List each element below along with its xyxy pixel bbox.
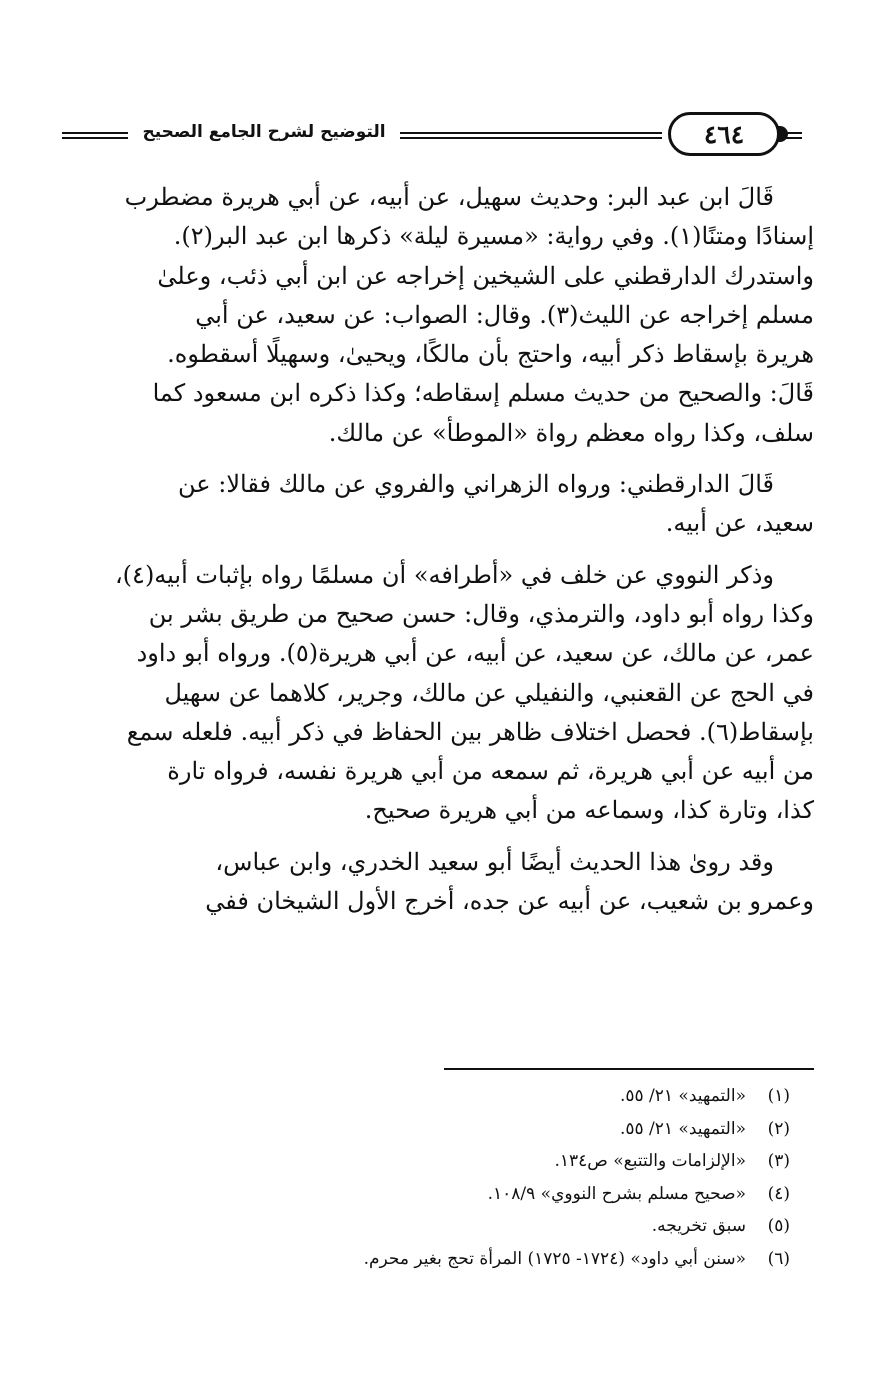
text-line: كذا، وتارة كذا، وسماعه من أبي هريرة صحيح.	[364, 796, 814, 825]
text-line: قَالَ الدارقطني: ورواه الزهراني والفروي عن مالك فقالا: عن	[178, 470, 774, 499]
footnote	[100, 1243, 790, 1276]
header-rule-right	[786, 132, 802, 139]
footnote-number: (٦)	[767, 1248, 790, 1269]
paragraph	[66, 556, 814, 831]
paragraph	[66, 178, 814, 453]
text-line: مسلم إخراجه عن الليث(٣). وقال: الصواب: عن سعيد، عن أبي	[195, 300, 814, 329]
header-rule-middle	[400, 132, 662, 139]
footnote	[100, 1080, 790, 1113]
text-line: سعيد، عن أبيه.	[665, 509, 814, 538]
text-line: في الحج عن القعنبي، والنفيلي عن مالك، وجرير، كلاهما عن سهيل	[164, 678, 814, 707]
footnote-text: سبق تخريجه.	[651, 1216, 746, 1236]
text-line: وذكر النووي عن خلف في «أطرافه» أن مسلمًا رواه بإثبات أبيه(٤)،	[114, 560, 774, 589]
footnote-text: «التمهيد» ٢١/ ٥٥.	[619, 1118, 746, 1139]
footnote-number: (٥)	[767, 1216, 790, 1236]
footnote-text: «سنن أبي داود» (١٧٢٤- ١٧٢٥) المرأة تحج بغير محرم.	[363, 1248, 746, 1269]
text-line: هريرة بإسقاط ذكر أبيه، واحتج بأن مالكًا، ويحيىٰ، وسهيلًا أسقطوه.	[167, 340, 814, 369]
footnote	[100, 1113, 790, 1146]
footnote-number: (٢)	[767, 1118, 790, 1139]
footnote-number: (٣)	[767, 1151, 790, 1171]
footnote	[100, 1178, 790, 1211]
book-title: التوضيح لشرح الجامع الصحيح	[142, 122, 386, 142]
footnote	[100, 1210, 790, 1243]
footnote-separator	[444, 1068, 814, 1070]
text-line: إسنادًا ومتنًا(١). وفي رواية: «مسيرة ليلة» ذكرها ابن عبد البر(٢).	[173, 222, 814, 251]
footnote-number: (١)	[767, 1086, 790, 1106]
text-line: واستدرك الدارقطني على الشيخين إخراجه عن ابن أبي ذئب، وعلىٰ	[157, 261, 814, 290]
text-line: بإسقاط(٦). فحصل اختلاف ظاهر بين الحفاظ في ذكر أبيه. فلعله سمع	[126, 717, 814, 746]
text-line: وعمرو بن شعيب، عن أبيه عن جده، أخرج الأول الشيخان ففي	[205, 887, 814, 916]
footnote	[100, 1145, 790, 1178]
text-line: سلف، وكذا رواه معظم رواة «الموطأ» عن مالك.	[328, 418, 814, 447]
text-line: من أبيه عن أبي هريرة، ثم سمعه من أبي هريرة نفسه، فرواه تارة	[167, 757, 814, 786]
footnote-text: «صحيح مسلم بشرح النووي» ١٠٨/٩.	[487, 1183, 746, 1204]
text-line: عمر، عن مالك، عن سعيد، عن أبيه، عن أبي هريرة(٥). ورواه أبو داود	[136, 639, 814, 668]
footnotes	[100, 1080, 790, 1275]
paragraph	[66, 465, 814, 544]
text-line: وقد روىٰ هذا الحديث أيضًا أبو سعيد الخدري، وابن عباس،	[215, 847, 774, 876]
page-number: ٤٦٤	[668, 112, 780, 156]
footnote-text: «التمهيد» ٢١/ ٥٥.	[619, 1086, 746, 1106]
text-line: قَالَ ابن عبد البر: وحديث سهيل، عن أبيه، عن أبي هريرة مضطرب	[124, 183, 774, 211]
text-line: وكذا رواه أبو داود، والترمذي، وقال: حسن صحيح من طريق بشر بن	[148, 599, 814, 628]
footnote-text: «الإلزامات والتتبع» ص١٣٤.	[554, 1151, 746, 1171]
paragraph	[66, 843, 814, 922]
footnote-number: (٤)	[767, 1183, 790, 1204]
main-text	[66, 178, 814, 921]
header-rule-left	[62, 132, 128, 139]
text-line: قَالَ: والصحيح من حديث مسلم إسقاطه؛ وكذا ذكره ابن مسعود كما	[152, 379, 814, 408]
running-header	[62, 112, 802, 160]
